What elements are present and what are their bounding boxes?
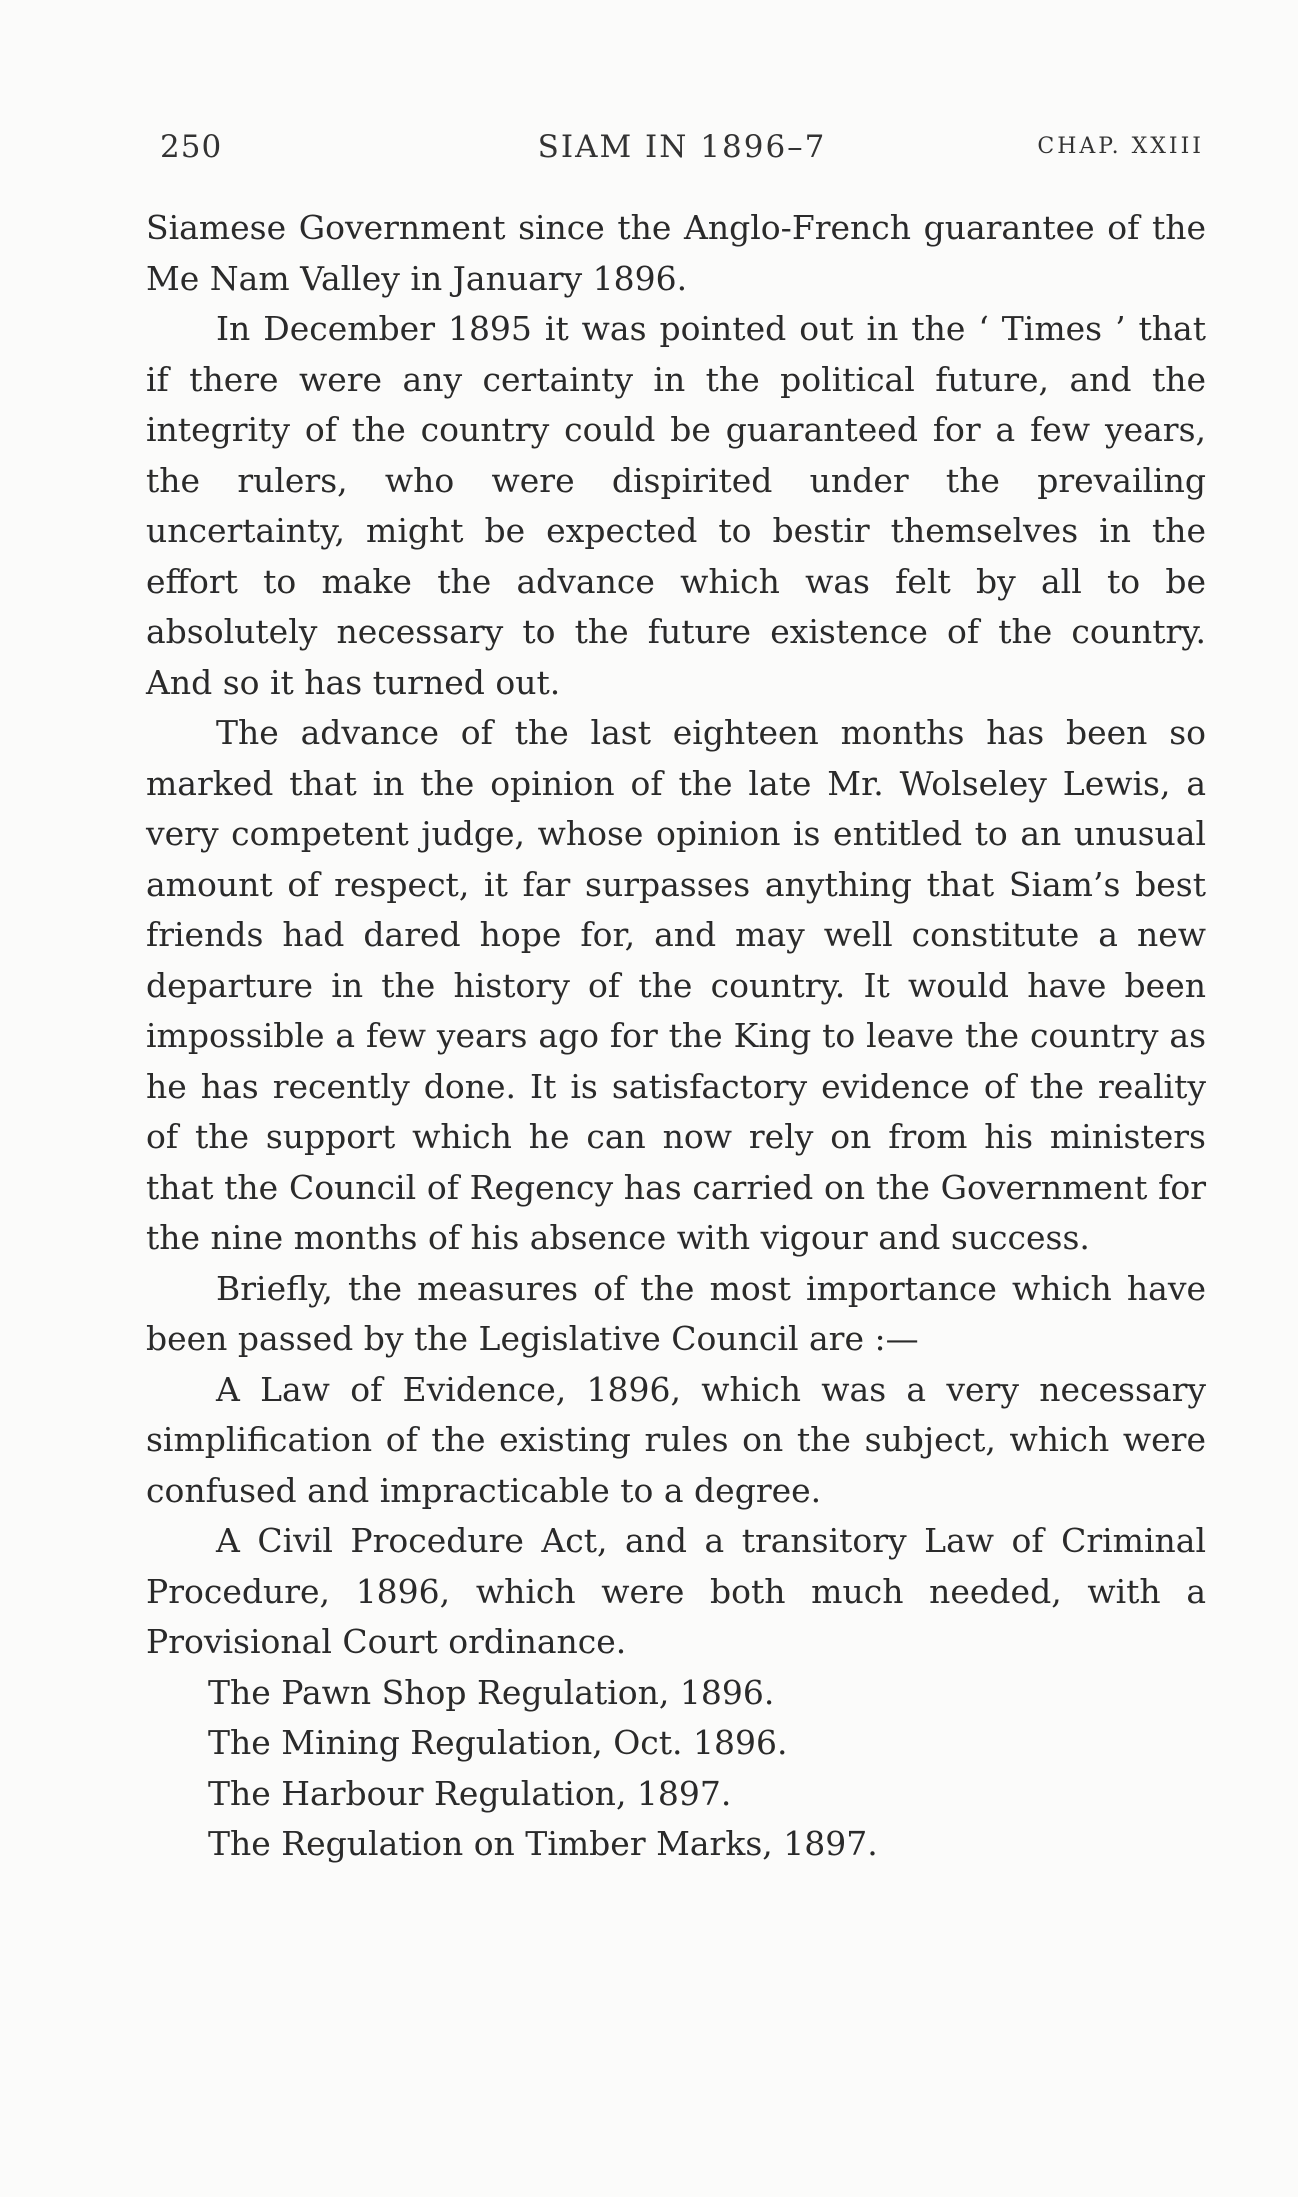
regulations-list — [146, 1668, 1206, 1870]
regulation-item: The Pawn Shop Regulation, 1896. — [208, 1672, 775, 1712]
paragraph-law-of-evidence: A Law of Evidence, 1896, which was a very necessary simplification of the existing rules on the subject, which were confused and impracticable to a degree. — [146, 1369, 1206, 1510]
paragraph-advance: The advance of the last eighteen months has been so marked that in the opinion of the late Mr. Wolseley Lewis, a very competent judge, whose opinion is entitled to an unusual amount of respect, it far surpasses anything that Siam’s best friends had dared hope for, and may well constitute a new departure in the history of the country. It would have been impossible a few years ago for the King to leave the country as he has recently done. It is satisfactory evidence of the reality of the support which he can now rely on from his ministers that the Council of Regency has carried on the Government for the nine months of his absence with vigour and success. — [146, 713, 1206, 1257]
regulation-item: The Regulation on Timber Marks, 1897. — [208, 1824, 878, 1863]
paragraph-times: In December 1895 it was pointed out in the ‘ Times ’ that if there were any certainty in the political future, and the integrity of the country could be guaranteed for a few years, the rulers, who were dispirited under the prevailing uncertainty, might be expected to bestir themselves in the effort to make the advance which was felt by all to be absolutely necessary to the future existence of the country. And so it has turned out. — [146, 309, 1206, 702]
chapter-label: CHAP. XXIII — [1037, 134, 1204, 159]
regulation-item: The Mining Regulation, Oct. 1896. — [208, 1723, 788, 1762]
regulation-item: The Harbour Regulation, 1897. — [208, 1773, 732, 1813]
paragraph-continuation: Siamese Government since the Anglo-French guarantee of the Me Nam Valley in January 1896. — [146, 208, 1206, 298]
paragraph-measures: Briefly, the measures of the most importance which have been passed by the Legislative Council are :— — [146, 1268, 1206, 1358]
running-title: SIAM IN 1896–7 — [537, 129, 827, 165]
paragraph-civil-procedure: A Civil Procedure Act, and a transitory Law of Criminal Procedure, 1896, which were both much needed, with a Provisional Court ordinance. — [146, 1521, 1206, 1661]
running-header — [160, 122, 1204, 172]
body-text — [146, 203, 1206, 1870]
page-number: 250 — [160, 129, 223, 165]
